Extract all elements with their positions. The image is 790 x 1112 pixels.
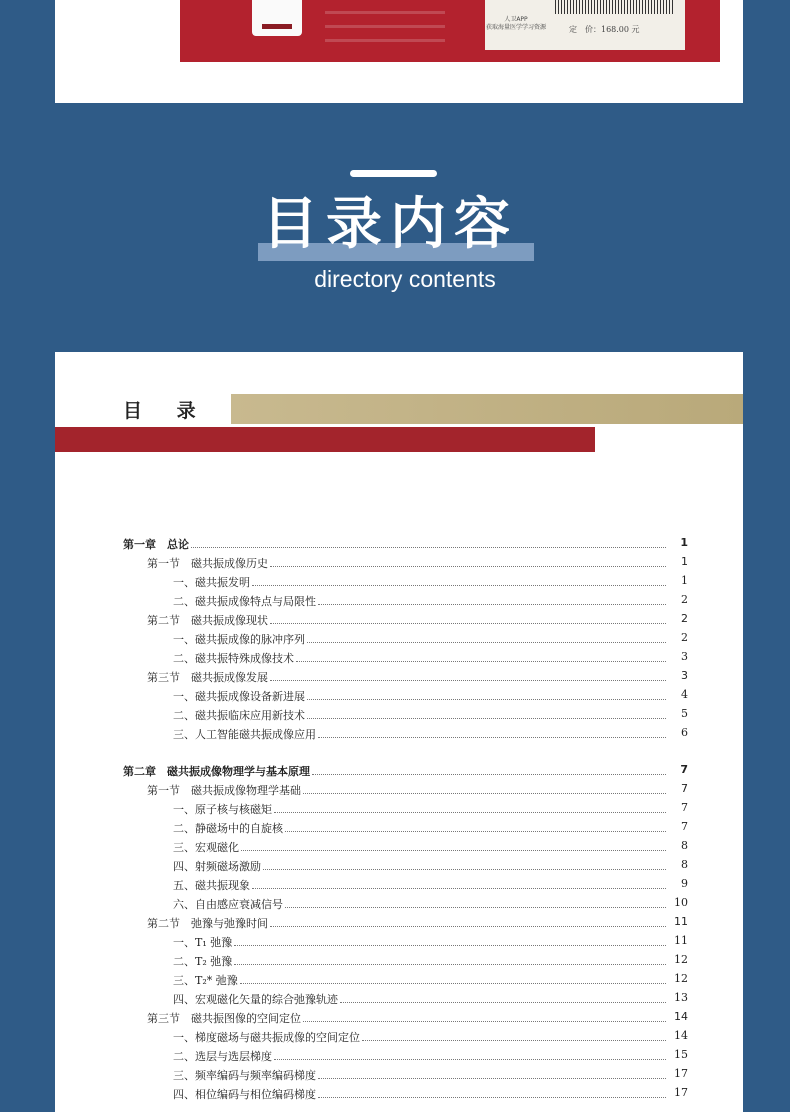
toc-entry	[55, 1029, 743, 1048]
toc-entry	[55, 839, 743, 858]
toc-entry-label: 第一节 磁共振成像历史	[147, 557, 268, 570]
toc-entry-label: 第三节 磁共振图像的空间定位	[147, 1012, 301, 1025]
toc-leader-dots	[307, 699, 666, 700]
toc-entry-page: 2	[681, 631, 688, 644]
toc-entry-page: 1	[681, 574, 688, 587]
book-price: 定 价：168.00 元	[569, 25, 640, 34]
toc-entry-label: 六、自由感应衰减信号	[173, 898, 283, 911]
toc-entry-label: 一、梯度磁场与磁共振成像的空间定位	[173, 1031, 360, 1044]
toc-leader-dots	[274, 812, 666, 813]
toc-entry	[55, 726, 743, 745]
toc-entry-page: 8	[681, 858, 688, 871]
toc-entry	[55, 650, 743, 669]
toc-entry	[55, 612, 743, 631]
toc-entry-label: 一、T₁ 弛豫	[173, 936, 233, 949]
toc-leader-dots	[312, 774, 666, 775]
toc-entry-label: 一、磁共振成像设备新进展	[173, 690, 305, 703]
toc-entry	[55, 991, 743, 1010]
toc-entry	[55, 1086, 743, 1105]
book-cover-image	[180, 0, 720, 62]
toc-entry-label: 二、T₂ 弛豫	[173, 955, 233, 968]
toc-leader-dots	[362, 1040, 666, 1041]
toc-entry-page: 1	[680, 536, 688, 549]
toc-leader-dots	[307, 642, 666, 643]
toc-entry-page: 2	[681, 612, 688, 625]
decorative-line	[350, 170, 437, 177]
toc-entry-page: 17	[674, 1086, 688, 1099]
toc-leader-dots	[303, 793, 666, 794]
toc-entry-label: 二、磁共振临床应用新技术	[173, 709, 305, 722]
toc-entry-label: 三、T₂* 弛豫	[173, 974, 238, 987]
toc-entry-label: 二、磁共振特殊成像技术	[173, 652, 294, 665]
toc-entry	[55, 972, 743, 991]
toc-entry	[55, 915, 743, 934]
book-price-label	[485, 0, 685, 50]
toc-leader-dots	[274, 1059, 666, 1060]
toc-entry-page: 7	[680, 763, 688, 776]
toc-leader-dots	[318, 1078, 666, 1079]
book-sticker	[252, 0, 302, 36]
toc-entry	[55, 820, 743, 839]
toc-entry	[55, 896, 743, 915]
toc-entry-page: 7	[681, 820, 688, 833]
book-cover-card	[55, 0, 743, 103]
toc-entry	[55, 934, 743, 953]
section-subtitle: directory contents	[314, 266, 496, 292]
toc-leader-dots	[318, 737, 666, 738]
toc-entry-page: 10	[674, 896, 688, 909]
book-app-sub: 获取海量医学学习资源	[485, 24, 546, 31]
toc-leader-dots	[234, 964, 666, 965]
toc-entry	[55, 574, 743, 593]
toc-entry	[55, 707, 743, 726]
toc-entry-page: 15	[674, 1048, 688, 1061]
toc-entry-page: 5	[681, 707, 688, 720]
toc-entry	[55, 1048, 743, 1067]
toc-entry	[55, 858, 743, 877]
toc-entry-page: 7	[681, 782, 688, 795]
header-red-bar	[55, 427, 595, 452]
toc-entry-page: 1	[681, 555, 688, 568]
toc-entry-page: 11	[674, 934, 688, 947]
toc-leader-dots	[340, 1002, 666, 1003]
toc-leader-dots	[270, 926, 666, 927]
toc-entry	[55, 1067, 743, 1086]
toc-entry-page: 14	[674, 1010, 688, 1023]
toc-entry-page: 9	[681, 877, 688, 890]
toc-entry-label: 第二章 磁共振成像物理学与基本原理	[123, 765, 310, 778]
toc-entry	[55, 953, 743, 972]
toc-leader-dots	[270, 566, 666, 567]
toc-entry-label: 二、选层与选层梯度	[173, 1050, 272, 1063]
toc-entry	[55, 555, 743, 574]
toc-entry	[55, 688, 743, 707]
toc-entry-label: 第一节 磁共振成像物理学基础	[147, 784, 301, 797]
toc-entry-page: 17	[674, 1067, 688, 1080]
toc-entry	[55, 877, 743, 896]
toc-leader-dots	[318, 604, 666, 605]
toc-leader-dots	[234, 945, 666, 946]
toc-entry	[55, 669, 743, 688]
toc-entry-label: 四、宏观磁化矢量的综合弛豫轨迹	[173, 993, 338, 1006]
toc-entry-page: 11	[674, 915, 688, 928]
book-credits	[325, 0, 465, 60]
toc-entry-label: 第一章 总论	[123, 538, 189, 551]
toc-entry-label: 四、相位编码与相位编码梯度	[173, 1088, 316, 1101]
toc-entry-page: 3	[681, 650, 688, 663]
toc-leader-dots	[252, 888, 666, 889]
toc-entry-label: 二、磁共振成像特点与局限性	[173, 595, 316, 608]
toc-entry	[55, 536, 743, 555]
toc-leader-dots	[241, 850, 666, 851]
toc-entry-page: 6	[681, 726, 688, 739]
toc-leader-dots	[263, 869, 666, 870]
section-title: 目录内容	[262, 192, 518, 257]
header-tan-bar	[231, 394, 743, 424]
toc-leader-dots	[252, 585, 666, 586]
toc-entry-label: 第二节 弛豫与弛豫时间	[147, 917, 268, 930]
toc-leader-dots	[191, 547, 666, 548]
toc-entry-label: 第二节 磁共振成像现状	[147, 614, 268, 627]
toc-entry-page: 13	[674, 991, 688, 1004]
toc-entry-label: 三、人工智能磁共振成像应用	[173, 728, 316, 741]
toc-leader-dots	[270, 680, 666, 681]
toc-entry-label: 三、频率编码与频率编码梯度	[173, 1069, 316, 1082]
toc-leader-dots	[303, 1021, 666, 1022]
toc-leader-dots	[285, 907, 666, 908]
toc-leader-dots	[318, 1097, 666, 1098]
toc-entry	[55, 1010, 743, 1029]
toc-entry-label: 一、原子核与核磁矩	[173, 803, 272, 816]
toc-entry-page: 2	[681, 593, 688, 606]
toc-entry-label: 二、静磁场中的自旋核	[173, 822, 283, 835]
toc-entry-label: 一、磁共振成像的脉冲序列	[173, 633, 305, 646]
toc-entry	[55, 763, 743, 782]
toc-entry-page: 7	[681, 801, 688, 814]
toc-leader-dots	[307, 718, 666, 719]
toc-leader-dots	[240, 983, 666, 984]
toc-leader-dots	[285, 831, 666, 832]
toc-entry	[55, 593, 743, 612]
toc-entry-label: 四、射频磁场激励	[173, 860, 261, 873]
toc-page	[55, 352, 743, 1112]
toc-entry	[55, 801, 743, 820]
toc-entry-page: 4	[681, 688, 688, 701]
toc-entry-page: 14	[674, 1029, 688, 1042]
toc-leader-dots	[296, 661, 666, 662]
book-app-text	[485, 16, 547, 32]
toc-entry-label: 一、磁共振发明	[173, 576, 250, 589]
barcode-icon	[555, 0, 675, 14]
toc-entry	[55, 782, 743, 801]
toc-entry-page: 12	[674, 972, 688, 985]
toc-entry-label: 五、磁共振现象	[173, 879, 250, 892]
toc-entry-label: 第三节 磁共振成像发展	[147, 671, 268, 684]
toc-entry	[55, 631, 743, 650]
book-app-label: 人卫APP	[504, 16, 528, 23]
toc-entry-page: 8	[681, 839, 688, 852]
toc-entry-page: 3	[681, 669, 688, 682]
toc-entry-page: 12	[674, 953, 688, 966]
toc-leader-dots	[270, 623, 666, 624]
toc-entry-label: 三、宏观磁化	[173, 841, 239, 854]
toc-heading: 目 录	[123, 400, 210, 422]
